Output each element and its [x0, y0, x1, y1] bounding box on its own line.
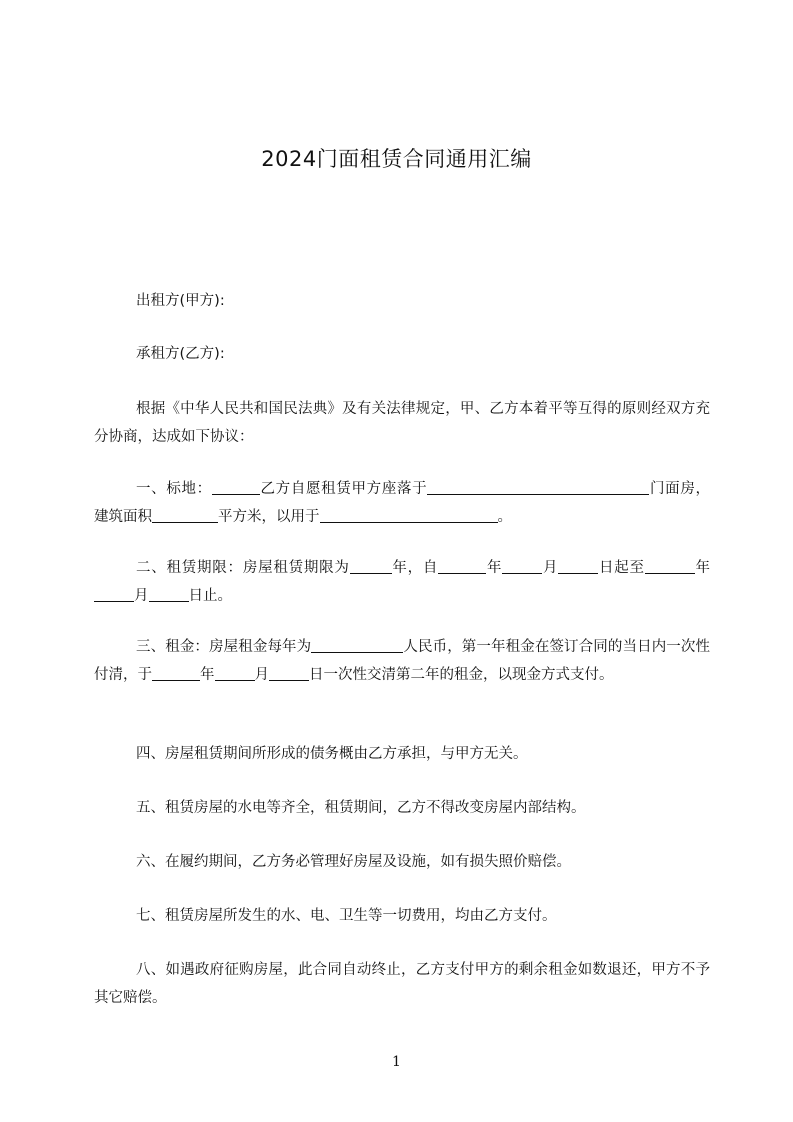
party-b-label: 承租方(乙方):	[136, 346, 225, 362]
clause-1-text: 门面房，建筑面积	[94, 481, 711, 525]
clause-6-text: 六、在履约期间，乙方务必管理好房屋及设施，如有损失照价赔偿。	[136, 854, 571, 870]
blank-field[interactable]	[152, 506, 218, 523]
blank-field[interactable]	[438, 557, 486, 574]
clause-2-term	[94, 554, 710, 610]
clause-1-subject	[94, 475, 710, 531]
clause-1-text: 乙方自愿租赁甲方座落于	[259, 481, 428, 497]
preamble-paragraph	[94, 395, 710, 451]
clause-3-text: 月	[254, 667, 269, 683]
blank-field[interactable]	[269, 664, 309, 681]
blank-field[interactable]	[502, 557, 542, 574]
clause-8-expropriation	[94, 956, 710, 1012]
clause-1-text: 一、标地：	[136, 481, 212, 497]
clause-3-text: 三、租金：房屋租金每年为	[136, 639, 312, 655]
party-b-line	[94, 340, 710, 368]
blank-field[interactable]	[350, 557, 392, 574]
clause-3-rent	[94, 633, 710, 689]
clause-2-text: 年	[486, 560, 503, 576]
blank-field[interactable]	[94, 585, 134, 602]
preamble-text: 根据《中华人民共和国民法典》及有关法律规定，甲、乙方本着平等互得的原则经双方充分协商，达成如下协议：	[94, 401, 710, 445]
blank-field[interactable]	[427, 478, 649, 495]
page-number: 1	[392, 1054, 401, 1070]
clause-7-fees	[94, 902, 710, 930]
clause-2-text: 日起至	[598, 560, 645, 576]
clause-2-text: 月	[542, 560, 559, 576]
clause-2-text: 二、租赁期限：房屋租赁期限为	[136, 560, 350, 576]
blank-field[interactable]	[558, 557, 598, 574]
clause-3-text: 年	[200, 667, 215, 683]
party-a-label: 出租方(甲方):	[136, 293, 225, 309]
blank-field[interactable]	[215, 664, 255, 681]
blank-field[interactable]	[311, 636, 403, 653]
clause-4-debts	[94, 740, 710, 768]
clause-3-text: 人民币，第一年租金在签订合同的当日内一次性付清，于	[94, 639, 711, 683]
clause-1-text: 平方米，以用于	[218, 509, 320, 525]
clause-4-text: 四、房屋租赁期间所形成的债务概由乙方承担，与甲方无关。	[136, 746, 528, 762]
clause-3-text: 日一次性交清第二年的租金，以现金方式支付。	[309, 667, 614, 683]
blank-field[interactable]	[320, 506, 498, 523]
clause-2-text: 月	[134, 588, 149, 604]
blank-field[interactable]	[679, 557, 695, 574]
blank-field[interactable]	[152, 664, 200, 681]
clause-7-text: 七、租赁房屋所发生的水、电、卫生等一切费用，均由乙方支付。	[136, 908, 557, 924]
clause-5-text: 五、租赁房屋的水电等齐全，租赁期间，乙方不得改变房屋内部结构。	[136, 800, 586, 816]
document-title: 2024门面租赁合同通用汇编	[261, 147, 532, 171]
blank-field[interactable]	[212, 478, 260, 495]
clause-6-maintenance	[94, 848, 710, 876]
clause-1-text: 。	[497, 509, 512, 525]
clause-2-text: 年	[694, 560, 711, 576]
clause-8-text: 八、如遇政府征购房屋，此合同自动终止，乙方支付甲方的剩余租金如数退还，甲方不予其它赔偿。	[94, 962, 710, 1006]
blank-field[interactable]	[645, 557, 679, 574]
clause-2-text: 日止。	[188, 588, 232, 604]
blank-field[interactable]	[149, 585, 189, 602]
clause-5-utilities	[94, 794, 710, 822]
party-a-line	[94, 287, 710, 315]
clause-2-text: 年，自	[391, 560, 439, 576]
